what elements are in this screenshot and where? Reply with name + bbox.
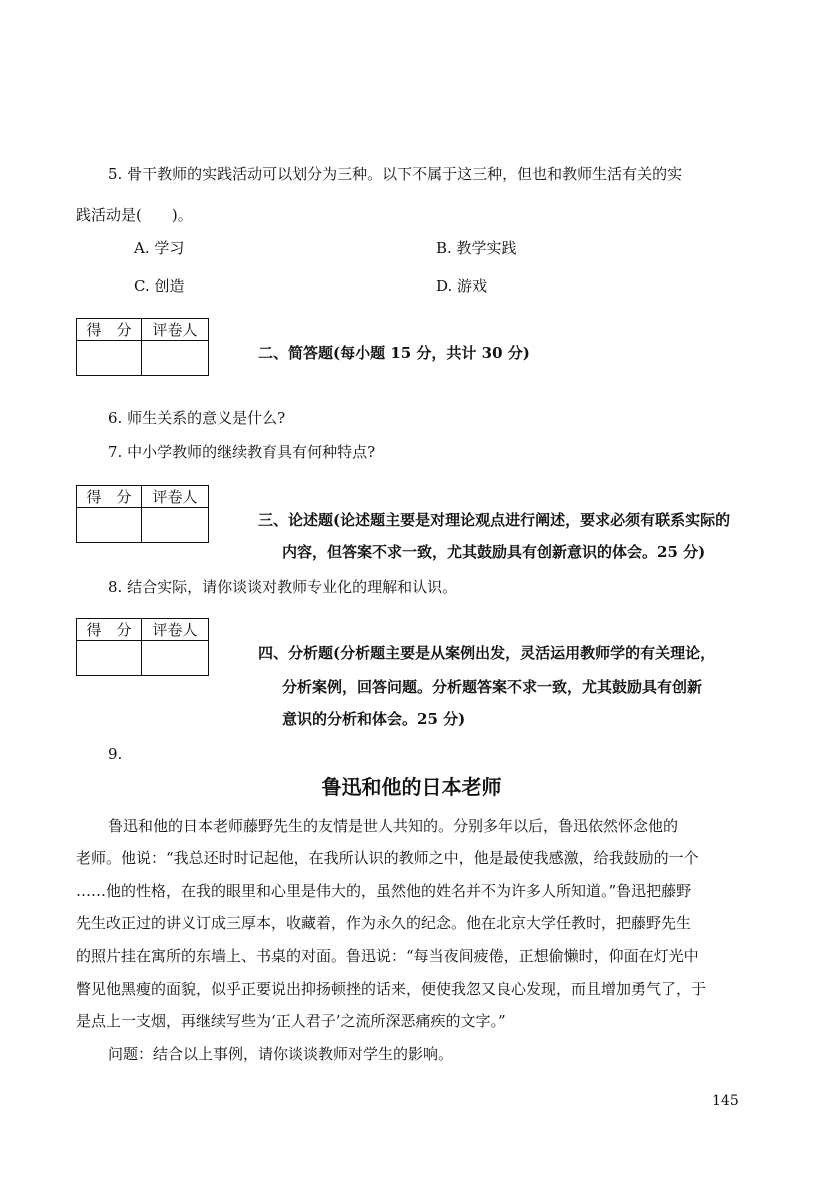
section4-heading-line2: 分析案例，回答问题。分析题答案不求一致，尤其鼓励具有创新: [282, 678, 703, 696]
grader-cell[interactable]: [142, 641, 209, 676]
score-header: 得 分: [77, 486, 142, 508]
score-table-section4: [76, 618, 209, 676]
article-line-5: 的照片挂在寓所的东墙上、书桌的对面。鲁迅说：“每当夜间疲倦，正想偷懒时，仰面在灯光中: [76, 947, 699, 965]
article-title: 鲁迅和他的日本老师: [321, 775, 502, 799]
q5-option-b: B. 教学实践: [436, 239, 517, 257]
q5-option-c: C. 创造: [134, 277, 185, 295]
grader-header: 评卷人: [142, 619, 209, 641]
grader-header: 评卷人: [142, 486, 209, 508]
q5-option-d: D. 游戏: [436, 277, 488, 295]
score-table-section2: [76, 318, 209, 376]
q9-number: 9.: [108, 745, 123, 763]
grader-cell[interactable]: [142, 508, 209, 543]
score-table-section3: [76, 485, 209, 543]
section4-heading-line3: 意识的分析和体会。25 分): [282, 710, 466, 728]
score-header: 得 分: [77, 319, 142, 341]
q5-option-a: A. 学习: [134, 239, 185, 257]
q8-text: 8. 结合实际，请你谈谈对教师专业化的理解和认识。: [108, 578, 458, 596]
score-cell[interactable]: [77, 341, 142, 376]
grader-cell[interactable]: [142, 341, 209, 376]
score-header: 得 分: [77, 619, 142, 641]
article-line-2: 老师。他说：“我总还时时记起他，在我所认识的教师之中，他是最使我感激，给我鼓励的一个: [76, 849, 699, 867]
article-line-3: ……他的性格，在我的眼里和心里是伟大的，虽然他的姓名并不为许多人所知道。”鲁迅把藤野: [76, 882, 692, 900]
grader-header: 评卷人: [142, 319, 209, 341]
article-line-6: 瞥见他黑瘦的面貌，似乎正要说出抑扬顿挫的话来，便使我忽又良心发现，而且增加勇气了，于: [76, 980, 707, 998]
score-cell[interactable]: [77, 508, 142, 543]
section2-heading: 二、简答题(每小题 15 分，共计 30 分): [258, 344, 530, 362]
score-cell[interactable]: [77, 641, 142, 676]
q5-line1: 5. 骨干教师的实践活动可以划分为三种。以下不属于这三种，但也和教师生活有关的实: [108, 165, 683, 183]
section3-heading-line2: 内容，但答案不求一致，尤其鼓励具有创新意识的体会。25 分): [282, 543, 706, 561]
article-line-4: 先生改正过的讲义订成三厚本，收藏着，作为永久的纪念。他在北京大学任教时，把藤野先生: [76, 914, 692, 932]
article-line-7: 是点上一支烟，再继续写些为‘正人君子’之流所深恶痛疾的文字。”: [76, 1012, 506, 1030]
q6-text: 6. 师生关系的意义是什么?: [108, 409, 286, 427]
page-number: 145: [712, 1093, 739, 1109]
section4-heading-line1: 四、分析题(分析题主要是从案例出发，灵活运用教师学的有关理论，: [258, 644, 716, 662]
section3-heading-line1: 三、论述题(论述题主要是对理论观点进行阐述，要求必须有联系实际的: [258, 511, 731, 529]
article-line-1: 鲁迅和他的日本老师藤野先生的友情是世人共知的。分别多年以后，鲁迅依然怀念他的: [108, 817, 679, 835]
q5-line2: 践活动是( )。: [76, 206, 193, 224]
article-question: 问题：结合以上事例，请你谈谈教师对学生的影响。: [108, 1045, 454, 1063]
q7-text: 7. 中小学教师的继续教育具有何种特点?: [108, 443, 376, 461]
